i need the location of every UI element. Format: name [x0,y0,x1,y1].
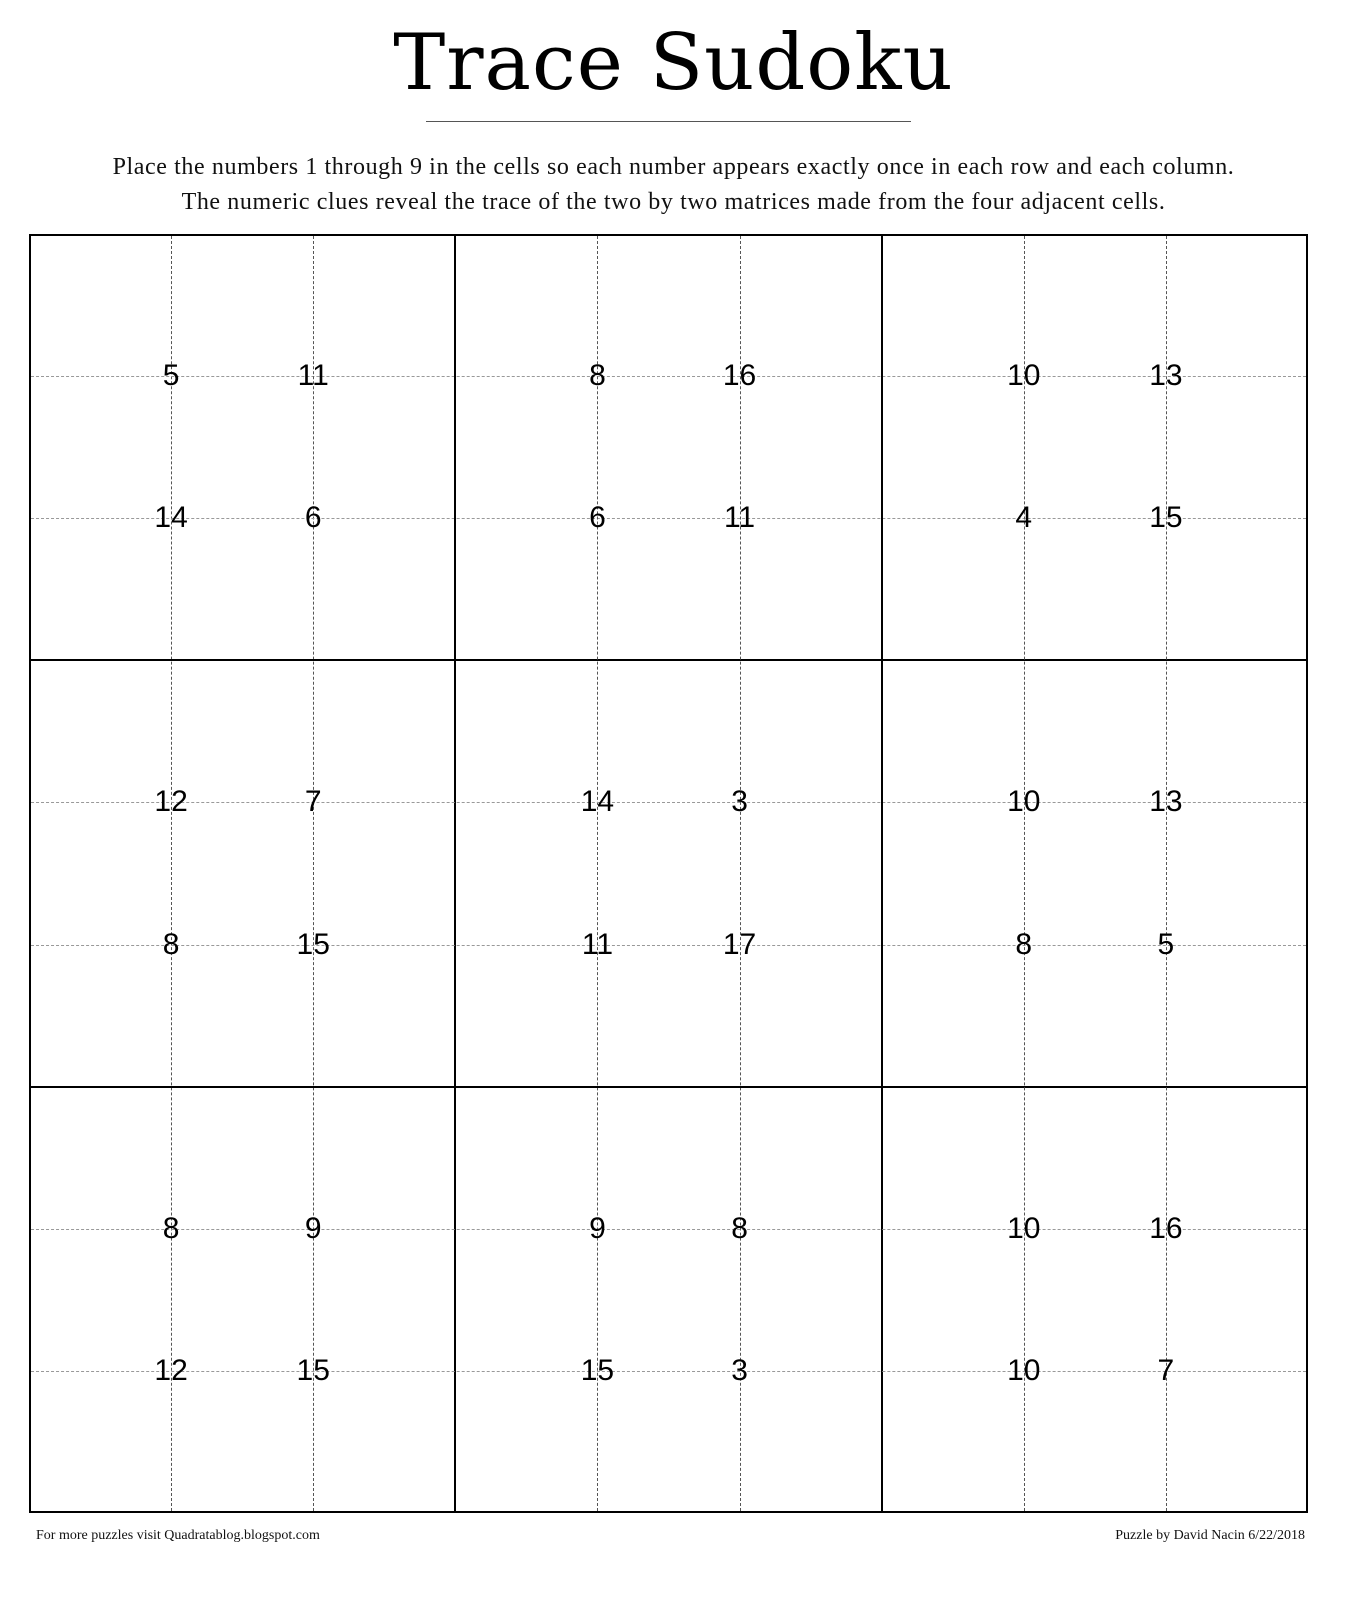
cell-divider-vertical [597,236,598,1511]
trace-clue: 8 [731,1211,748,1245]
trace-clue: 10 [1007,785,1041,819]
puzzle-grid [29,234,1308,1513]
trace-clue: 11 [723,501,756,535]
trace-clue: 7 [1157,1353,1175,1387]
trace-clue: 3 [731,785,748,819]
cell-divider-vertical [1024,236,1025,1511]
trace-clue: 3 [731,1353,748,1387]
cell-divider-vertical [1166,236,1167,1511]
box-divider-horizontal [31,1086,1306,1088]
cell-divider-horizontal [31,376,1306,377]
trace-clue: 10 [1007,1211,1041,1245]
trace-clue: 9 [589,1211,606,1245]
trace-clue: 14 [580,785,615,819]
trace-clue: 15 [580,1353,615,1387]
trace-clue: 12 [154,785,188,819]
trace-clue: 14 [154,501,188,535]
cell-divider-vertical [171,236,172,1511]
cell-divider-horizontal [31,518,1306,519]
cell-divider-vertical [740,236,741,1511]
trace-clue: 8 [162,1211,180,1245]
trace-clue: 13 [1149,359,1183,393]
title-divider [426,121,911,122]
cell-divider-horizontal [31,1371,1306,1372]
cell-divider-horizontal [31,945,1306,946]
cell-divider-vertical [313,236,314,1511]
box-divider-vertical [881,236,883,1511]
cell-divider-horizontal [31,802,1306,803]
trace-clue: 6 [589,501,606,535]
trace-clue: 11 [297,359,329,393]
trace-clue: 15 [296,1353,330,1387]
footer-website: For more puzzles visit Quadratablog.blogspot.com [36,1528,320,1543]
page-title: Trace Sudoku [393,18,954,108]
trace-clue: 16 [722,359,757,393]
instruction-line-1: Place the numbers 1 through 9 in the cells so each number appears exactly once in each row and each column. [112,154,1235,180]
trace-clue: 10 [1007,1353,1041,1387]
trace-clue: 16 [1149,1211,1183,1245]
box-divider-horizontal [31,659,1306,661]
trace-clue: 8 [589,359,606,393]
trace-clue: 7 [304,785,322,819]
trace-clue: 10 [1007,359,1041,393]
trace-clue: 6 [304,501,322,535]
cell-divider-horizontal [31,1229,1306,1230]
trace-clue: 13 [1149,785,1183,819]
trace-clue: 12 [154,1353,188,1387]
trace-clue: 17 [722,927,757,961]
trace-clue: 9 [304,1211,322,1245]
trace-clue: 4 [1015,501,1033,535]
footer-credit: Puzzle by David Nacin 6/22/2018 [1115,1528,1305,1543]
trace-clue: 8 [162,927,180,961]
trace-clue: 15 [296,927,330,961]
instruction-line-2: The numeric clues reveal the trace of the two by two matrices made from the four adjacent cells. [181,189,1166,215]
box-divider-vertical [454,236,456,1511]
trace-clue: 8 [1015,927,1033,961]
trace-clue: 15 [1149,501,1183,535]
trace-clue: 5 [162,359,180,393]
trace-clue: 11 [581,927,614,961]
trace-clue: 5 [1157,927,1175,961]
